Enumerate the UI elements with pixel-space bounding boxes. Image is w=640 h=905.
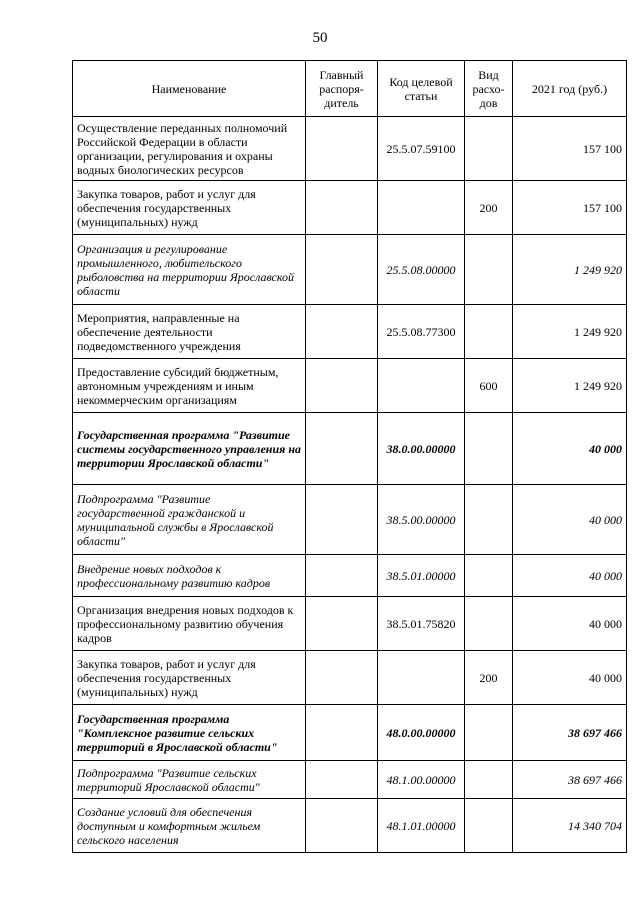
row-code: 25.5.08.00000 <box>378 235 465 305</box>
row-dept <box>306 705 378 761</box>
page-number: 50 <box>312 30 328 46</box>
table-row <box>73 181 627 235</box>
row-dept <box>306 413 378 485</box>
row-type <box>465 235 513 305</box>
row-type: 200 <box>465 651 513 705</box>
row-name: Осуществление переданных полномочий Российской Федерации в области организации, регулирования и охраны водных биологических ресурсов <box>73 117 306 181</box>
row-name: Подпрограмма "Развитие государственной гражданской и муниципальной службы в Ярославской области" <box>73 485 306 555</box>
row-amount: 38 697 466 <box>513 705 627 761</box>
header-dept: Главный распоря-дитель <box>306 61 378 117</box>
row-type <box>465 485 513 555</box>
row-code <box>378 359 465 413</box>
row-amount: 1 249 920 <box>513 305 627 359</box>
row-dept <box>306 761 378 799</box>
row-dept <box>306 181 378 235</box>
row-dept <box>306 235 378 305</box>
row-code: 38.0.00.00000 <box>378 413 465 485</box>
row-name: Мероприятия, направленные на обеспечение деятельности подведомственного учреждения <box>73 305 306 359</box>
row-amount: 40 000 <box>513 597 627 651</box>
row-amount: 40 000 <box>513 485 627 555</box>
table-row <box>73 117 627 181</box>
row-type <box>465 597 513 651</box>
row-dept <box>306 799 378 853</box>
row-code: 38.5.01.00000 <box>378 555 465 597</box>
table-row <box>73 597 627 651</box>
table-row <box>73 359 627 413</box>
row-name: Создание условий для обеспечения доступным и комфортным жильем сельского населения <box>73 799 306 853</box>
row-amount: 40 000 <box>513 651 627 705</box>
row-amount: 40 000 <box>513 413 627 485</box>
header-name: Наименование <box>73 61 306 117</box>
table-header-row <box>73 61 627 117</box>
row-name: Подпрограмма "Развитие сельских территорий Ярославской области" <box>73 761 306 799</box>
table-row <box>73 235 627 305</box>
row-type <box>465 761 513 799</box>
row-amount: 157 100 <box>513 117 627 181</box>
row-type <box>465 305 513 359</box>
table-row <box>73 761 627 799</box>
row-code: 48.0.00.00000 <box>378 705 465 761</box>
table-row <box>73 485 627 555</box>
budget-table <box>72 60 627 853</box>
table-row <box>73 305 627 359</box>
row-dept <box>306 597 378 651</box>
table-row <box>73 555 627 597</box>
row-type <box>465 117 513 181</box>
header-code: Код целевой статьи <box>378 61 465 117</box>
row-type: 200 <box>465 181 513 235</box>
row-code <box>378 181 465 235</box>
row-name: Закупка товаров, работ и услуг для обеспечения государственных (муниципальных) нужд <box>73 181 306 235</box>
row-code: 48.1.00.00000 <box>378 761 465 799</box>
row-type <box>465 799 513 853</box>
row-code: 25.5.07.59100 <box>378 117 465 181</box>
row-name: Закупка товаров, работ и услуг для обеспечения государственных (муниципальных) нужд <box>73 651 306 705</box>
row-code: 25.5.08.77300 <box>378 305 465 359</box>
row-amount: 1 249 920 <box>513 359 627 413</box>
row-dept <box>306 651 378 705</box>
row-name: Государственная программа "Развитие системы государственного управления на территории Ярославской области" <box>73 413 306 485</box>
row-amount: 157 100 <box>513 181 627 235</box>
row-amount: 1 249 920 <box>513 235 627 305</box>
row-name: Государственная программа "Комплексное развитие сельских территорий в Ярославской области" <box>73 705 306 761</box>
row-type <box>465 413 513 485</box>
row-name: Предоставление субсидий бюджетным, автономным учреждениям и иным некоммерческим организациям <box>73 359 306 413</box>
row-type <box>465 705 513 761</box>
row-dept <box>306 117 378 181</box>
row-code: 38.5.01.75820 <box>378 597 465 651</box>
table-row <box>73 799 627 853</box>
row-type <box>465 555 513 597</box>
row-type: 600 <box>465 359 513 413</box>
row-amount: 14 340 704 <box>513 799 627 853</box>
row-code <box>378 651 465 705</box>
row-code: 38.5.00.00000 <box>378 485 465 555</box>
row-name: Организация внедрения новых подходов к профессиональному развитию обучения кадров <box>73 597 306 651</box>
row-dept <box>306 485 378 555</box>
row-amount: 40 000 <box>513 555 627 597</box>
table-row <box>73 651 627 705</box>
row-name: Организация и регулирование промышленного, любительского рыболовства на территории Ярославской области <box>73 235 306 305</box>
row-amount: 38 697 466 <box>513 761 627 799</box>
row-code: 48.1.01.00000 <box>378 799 465 853</box>
header-type: Вид расхо-дов <box>465 61 513 117</box>
table-row <box>73 413 627 485</box>
header-amount: 2021 год (руб.) <box>513 61 627 117</box>
row-dept <box>306 555 378 597</box>
row-dept <box>306 305 378 359</box>
table-row <box>73 705 627 761</box>
row-name: Внедрение новых подходов к профессиональному развитию кадров <box>73 555 306 597</box>
row-dept <box>306 359 378 413</box>
